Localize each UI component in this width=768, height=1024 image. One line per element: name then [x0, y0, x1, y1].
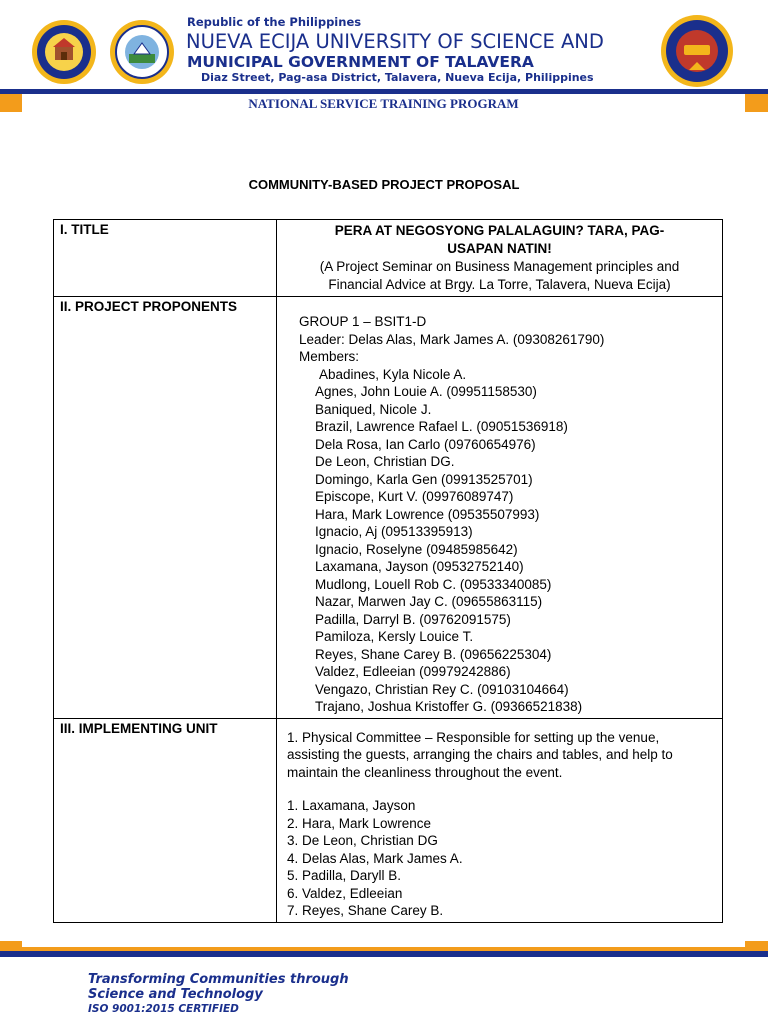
- member-item: Brazil, Lawrence Rafael L. (09051536918): [315, 419, 568, 434]
- university-seal-icon: [31, 19, 97, 85]
- member-item: Vengazo, Christian Rey C. (09103104664): [315, 681, 569, 697]
- slogan-line2: Science and Technology: [88, 987, 263, 1002]
- committee-member: 7. Reyes, Shane Carey B.: [287, 903, 444, 918]
- iso-certification: ISO 9001:2015 CERTIFIED: [88, 1003, 239, 1015]
- member-item: Pamiloza, Kersly Louice T.: [315, 629, 474, 644]
- footer-white-band: [22, 941, 745, 947]
- member-item: Padilla, Darryl B. (09762091575): [315, 611, 511, 627]
- member-item: De Leon, Christian DG.: [315, 454, 455, 469]
- committee-description-line2: assisting the guests, arranging the chairs and tables, and help to: [287, 747, 673, 762]
- member-item: Episcope, Kurt V. (09976089747): [315, 489, 514, 504]
- nstp-seal-icon: [660, 14, 734, 88]
- member-item: Ignacio, Roselyne (09485985642): [315, 541, 518, 557]
- member-item: Hara, Mark Lowrence (09535507993): [315, 506, 540, 522]
- title-content: [277, 220, 723, 297]
- member-item: Trajano, Joshua Kristoffer G. (09366521838): [315, 699, 583, 714]
- committee-member: 5. Padilla, Daryll B.: [287, 868, 402, 883]
- proponents-content: [277, 297, 723, 719]
- section-label-proponents: II. PROJECT PROPONENTS: [54, 297, 277, 719]
- member-item: Reyes, Shane Carey B. (09656225304): [315, 646, 552, 662]
- member-item: Baniqued, Nicole J.: [315, 401, 432, 417]
- talavera-seal-icon: [109, 19, 175, 85]
- address: Diaz Street, Pag-asa District, Talavera, Nueva Ecija, Philippines: [201, 71, 594, 84]
- project-title-line2: USAPAN NATIN!: [447, 241, 552, 256]
- member-item: Valdez, Edleeian (09979242886): [315, 664, 511, 679]
- member-item: Ignacio, Aj (09513395913): [315, 524, 473, 539]
- committee-description-line1: 1. Physical Committee – Responsible for setting up the venue,: [287, 729, 660, 745]
- implementing-row: [54, 718, 723, 922]
- proponents-row: [54, 297, 723, 719]
- implementing-content: [277, 718, 723, 922]
- committee-member: 1. Laxamana, Jayson: [287, 798, 416, 813]
- title-row: [54, 220, 723, 297]
- republic-label: Republic of the Philippines: [187, 15, 362, 29]
- committee-member: 6. Valdez, Edleeian: [287, 885, 403, 901]
- project-subtitle-line2: Financial Advice at Brgy. La Torre, Talavera, Nueva Ecija): [328, 277, 671, 292]
- section-label-title: I. TITLE: [54, 220, 277, 297]
- proposal-table: [53, 219, 723, 923]
- member-item: Laxamana, Jayson (09532752140): [315, 559, 524, 574]
- member-item: Abadines, Kyla Nicole A.: [319, 366, 467, 382]
- project-subtitle-line1: (A Project Seminar on Business Management principles and: [319, 259, 680, 274]
- document-title: COMMUNITY-BASED PROJECT PROPOSAL: [248, 177, 520, 192]
- member-item: Nazar, Marwen Jay C. (09655863115): [315, 594, 543, 609]
- slogan-line1: Transforming Communities through: [88, 972, 349, 987]
- member-item: Dela Rosa, Ian Carlo (09760654976): [315, 436, 536, 452]
- committee-member: 4. Delas Alas, Mark James A.: [287, 850, 463, 866]
- university-name: NUEVA ECIJA UNIVERSITY OF SCIENCE AND: [186, 30, 604, 53]
- committee-member: 3. De Leon, Christian DG: [287, 833, 438, 848]
- letterhead: [0, 0, 768, 90]
- footer-slogan: [88, 972, 349, 1002]
- members-label: Members:: [299, 349, 360, 364]
- group-name: GROUP 1 – BSIT1-D: [299, 314, 427, 329]
- group-leader: Leader: Delas Alas, Mark James A. (09308261790): [299, 331, 605, 347]
- committee-member: 2. Hara, Mark Lowrence: [287, 815, 432, 831]
- footer-navy-band: [0, 951, 768, 957]
- project-title-line1: PERA AT NEGOSYONG PALALAGUIN? TARA, PAG-: [334, 223, 665, 238]
- member-item: Agnes, John Louie A. (09951158530): [315, 384, 537, 399]
- committee-description-line3: maintain the cleanliness throughout the event.: [287, 764, 563, 780]
- member-item: Mudlong, Louell Rob C. (09533340085): [315, 576, 552, 592]
- member-item: Domingo, Karla Gen (09913525701): [315, 471, 533, 487]
- program-title: NATIONAL SERVICE TRAINING PROGRAM: [22, 94, 745, 112]
- municipality-name: MUNICIPAL GOVERNMENT OF TALAVERA: [187, 53, 534, 71]
- section-label-implementing: III. IMPLEMENTING UNIT: [54, 718, 277, 922]
